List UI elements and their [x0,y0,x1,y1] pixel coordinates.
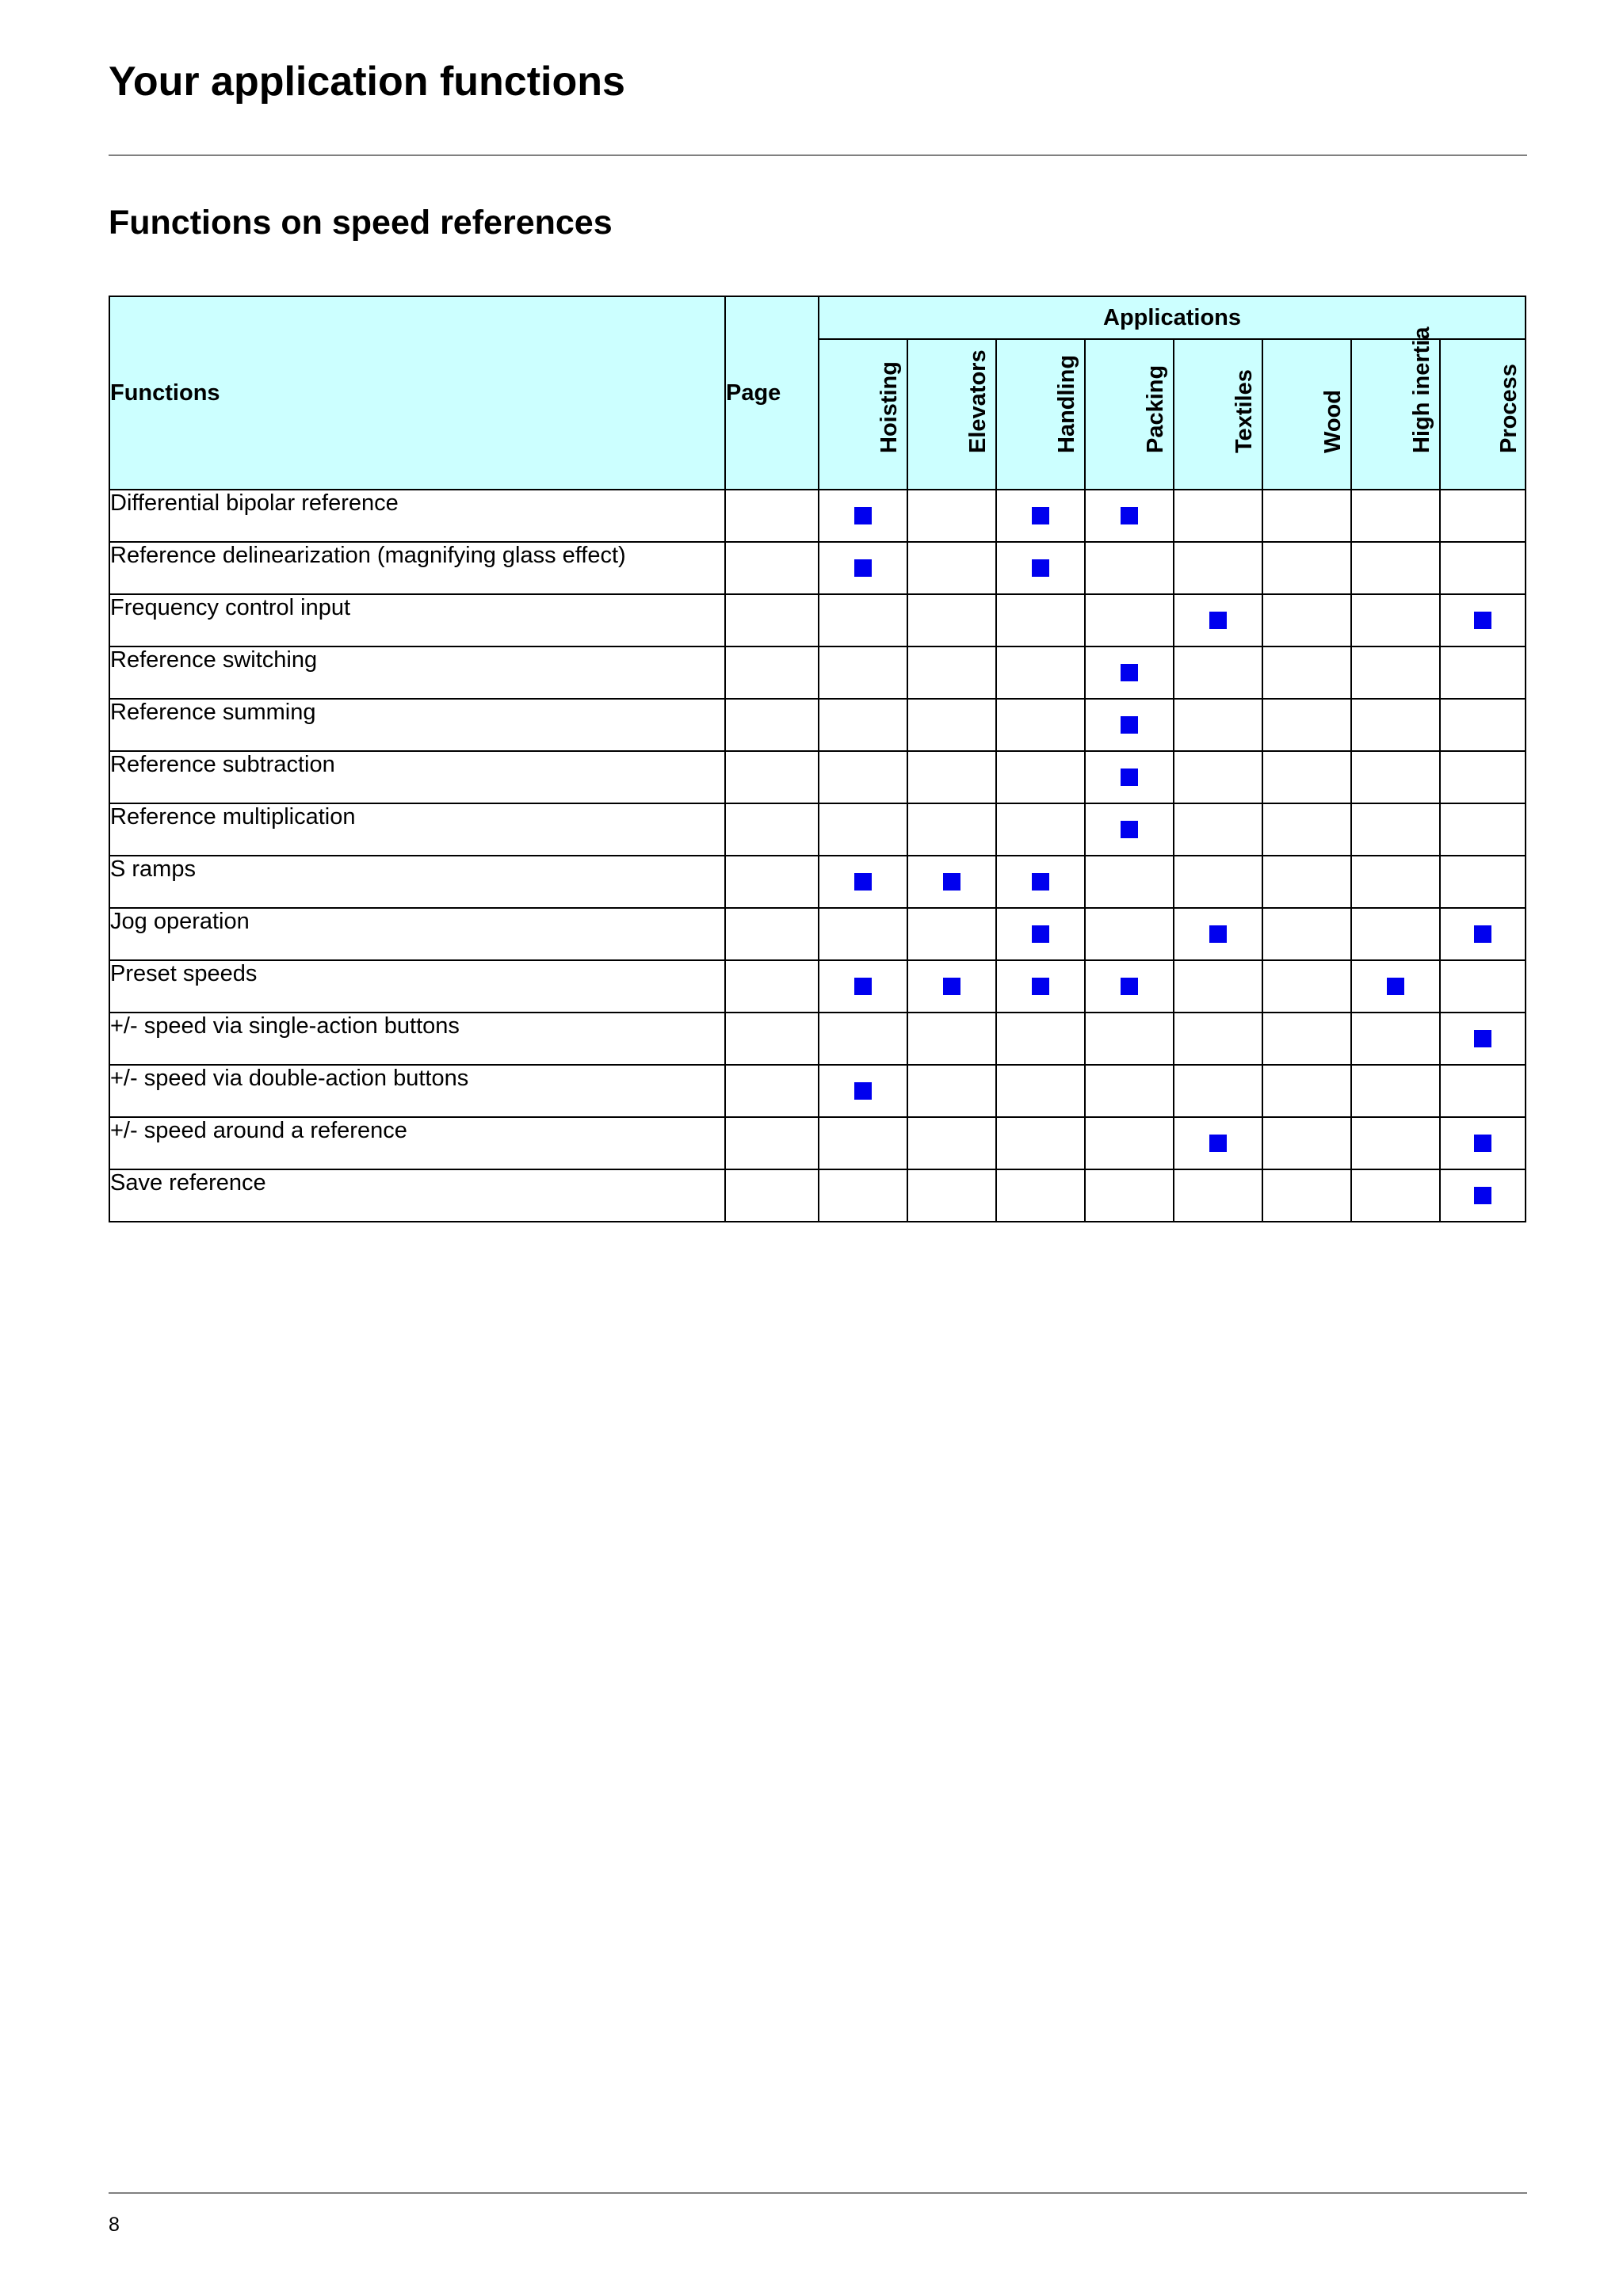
function-name: Reference switching [109,646,725,699]
mark-cell [1262,960,1351,1013]
mark-cell [819,490,907,542]
mark-cell [1262,803,1351,856]
mark-cell [1262,646,1351,699]
table-row [109,1013,1526,1065]
mark-cell [996,751,1085,803]
page-cell [725,1169,819,1222]
mark-cell [1174,1013,1262,1065]
mark-cell [1440,594,1526,646]
mark-cell [996,908,1085,960]
mark-cell [1262,594,1351,646]
page-cell [725,1065,819,1117]
mark-cell [1262,542,1351,594]
mark-cell [1174,1117,1262,1169]
page-cell [725,646,819,699]
header-app-label: High inertia [1409,326,1434,453]
mark-cell [1351,646,1440,699]
filled-square-icon [1121,978,1138,995]
header-app-label: Wood [1320,390,1346,453]
mark-cell [1262,1013,1351,1065]
filled-square-icon [1121,821,1138,838]
mark-cell [996,856,1085,908]
mark-cell [1351,960,1440,1013]
filled-square-icon [1387,978,1404,995]
mark-cell [1085,594,1174,646]
filled-square-icon [1209,925,1227,943]
mark-cell [996,542,1085,594]
mark-cell [996,1013,1085,1065]
mark-cell [819,1013,907,1065]
filled-square-icon [1032,507,1049,524]
mark-cell [819,908,907,960]
mark-cell [1351,1013,1440,1065]
mark-cell [819,1169,907,1222]
mark-cell [996,803,1085,856]
function-name: Reference subtraction [109,751,725,803]
filled-square-icon [1121,664,1138,681]
table-row [109,1065,1526,1117]
mark-cell [1174,490,1262,542]
filled-square-icon [854,1082,872,1100]
mark-cell [1085,1117,1174,1169]
mark-cell [1440,908,1526,960]
mark-cell [1262,751,1351,803]
mark-cell [1174,1169,1262,1222]
header-app-high-inertia [1351,326,1440,490]
function-name: Reference summing [109,699,725,751]
mark-cell [1262,1065,1351,1117]
header-app-hoisting [819,339,907,490]
mark-cell [1262,1117,1351,1169]
header-app-label: Hoisting [876,361,902,453]
header-app-handling [996,339,1085,490]
mark-cell [1174,699,1262,751]
mark-cell [996,1117,1085,1169]
mark-cell [1085,1065,1174,1117]
page-number: 8 [109,2214,120,2236]
mark-cell [907,490,996,542]
page-cell [725,490,819,542]
mark-cell [1351,908,1440,960]
mark-cell [1085,542,1174,594]
mark-cell [1174,1065,1262,1117]
filled-square-icon [1121,769,1138,786]
header-app-label: Packing [1143,364,1168,453]
mark-cell [1085,1169,1174,1222]
function-name: Reference multiplication [109,803,725,856]
mark-cell [996,1169,1085,1222]
mark-cell [1351,1169,1440,1222]
mark-cell [996,646,1085,699]
mark-cell [1262,908,1351,960]
footer-rule [109,2192,1527,2194]
table-row [109,1169,1526,1222]
mark-cell [1440,1013,1526,1065]
header-app-elevators [907,339,996,490]
mark-cell [1174,856,1262,908]
filled-square-icon [1474,925,1491,943]
filled-square-icon [1209,1135,1227,1152]
mark-cell [1351,751,1440,803]
mark-cell [1440,1065,1526,1117]
mark-cell [907,1117,996,1169]
table-row [109,1117,1526,1169]
function-name: +/- speed around a reference [109,1117,725,1169]
page-cell [725,542,819,594]
mark-cell [1174,542,1262,594]
mark-cell [1351,856,1440,908]
mark-cell [1351,1117,1440,1169]
header-app-process [1440,339,1526,490]
mark-cell [819,646,907,699]
mark-cell [1262,490,1351,542]
page-cell [725,908,819,960]
mark-cell [1174,803,1262,856]
mark-cell [1440,1169,1526,1222]
mark-cell [1085,960,1174,1013]
mark-cell [819,542,907,594]
filled-square-icon [1032,559,1049,577]
mark-cell [1085,856,1174,908]
mark-cell [819,1065,907,1117]
function-name: Save reference [109,1169,725,1222]
function-name: +/- speed via single-action buttons [109,1013,725,1065]
mark-cell [819,856,907,908]
filled-square-icon [1474,1030,1491,1047]
mark-cell [1351,490,1440,542]
mark-cell [1262,699,1351,751]
filled-square-icon [1032,873,1049,891]
mark-cell [819,1117,907,1169]
mark-cell [907,803,996,856]
function-name: Preset speeds [109,960,725,1013]
mark-cell [1440,490,1526,542]
filled-square-icon [1474,612,1491,629]
page-cell [725,751,819,803]
table-row [109,908,1526,960]
mark-cell [907,1013,996,1065]
filled-square-icon [1474,1187,1491,1204]
mark-cell [907,960,996,1013]
page-cell [725,1117,819,1169]
header-app-textiles [1174,339,1262,490]
mark-cell [1440,542,1526,594]
filled-square-icon [1032,925,1049,943]
functions-table [109,296,1526,1222]
mark-cell [1085,699,1174,751]
mark-cell [1440,1117,1526,1169]
mark-cell [1351,594,1440,646]
mark-cell [996,960,1085,1013]
mark-cell [1440,646,1526,699]
table-row [109,699,1526,751]
header-app-packing [1085,339,1174,490]
mark-cell [1085,803,1174,856]
table-row [109,542,1526,594]
page-cell [725,960,819,1013]
page-cell [725,699,819,751]
table-row [109,751,1526,803]
mark-cell [1174,594,1262,646]
mark-cell [1351,803,1440,856]
mark-cell [996,1065,1085,1117]
mark-cell [907,699,996,751]
section-title: Functions on speed references [109,204,613,242]
filled-square-icon [854,873,872,891]
header-applications: Applications [819,296,1526,339]
mark-cell [1085,751,1174,803]
filled-square-icon [943,978,960,995]
mark-cell [1440,803,1526,856]
mark-cell [907,1169,996,1222]
mark-cell [907,856,996,908]
mark-cell [1440,960,1526,1013]
mark-cell [1351,1065,1440,1117]
table-row [109,646,1526,699]
mark-cell [1440,856,1526,908]
header-app-label: Textiles [1232,369,1257,453]
table-row [109,856,1526,908]
function-name: S ramps [109,856,725,908]
filled-square-icon [1121,716,1138,734]
filled-square-icon [854,978,872,995]
mark-cell [1085,646,1174,699]
mark-cell [1262,856,1351,908]
mark-cell [1174,908,1262,960]
mark-cell [907,646,996,699]
mark-cell [1174,646,1262,699]
mark-cell [1351,699,1440,751]
header-functions: Functions [109,296,725,490]
table-row [109,594,1526,646]
table-row [109,960,1526,1013]
mark-cell [1440,751,1526,803]
table-row [109,803,1526,856]
header-app-label: Process [1496,364,1522,453]
filled-square-icon [1474,1135,1491,1152]
mark-cell [1085,490,1174,542]
mark-cell [996,594,1085,646]
mark-cell [819,594,907,646]
function-name: Reference delinearization (magnifying glass effect) [109,542,725,594]
function-name: Jog operation [109,908,725,960]
mark-cell [819,751,907,803]
mark-cell [819,699,907,751]
mark-cell [907,594,996,646]
header-app-wood [1262,339,1351,490]
page-cell [725,1013,819,1065]
filled-square-icon [1032,978,1049,995]
header-app-label: Handling [1054,354,1079,453]
filled-square-icon [1121,507,1138,524]
mark-cell [996,490,1085,542]
header-rule [109,154,1527,156]
mark-cell [819,960,907,1013]
mark-cell [1174,751,1262,803]
page-cell [725,803,819,856]
mark-cell [1440,699,1526,751]
mark-cell [1262,1169,1351,1222]
mark-cell [907,542,996,594]
filled-square-icon [943,873,960,891]
filled-square-icon [854,559,872,577]
mark-cell [1085,908,1174,960]
page-cell [725,594,819,646]
mark-cell [907,1065,996,1117]
filled-square-icon [854,507,872,524]
function-name: Differential bipolar reference [109,490,725,542]
header-app-label: Elevators [965,349,991,453]
function-name: +/- speed via double-action buttons [109,1065,725,1117]
page-title: Your application functions [109,59,625,105]
mark-cell [907,908,996,960]
mark-cell [1351,542,1440,594]
header-page: Page [725,296,819,490]
mark-cell [996,699,1085,751]
page-cell [725,856,819,908]
table-row [109,490,1526,542]
mark-cell [1085,1013,1174,1065]
mark-cell [819,803,907,856]
mark-cell [907,751,996,803]
filled-square-icon [1209,612,1227,629]
function-name: Frequency control input [109,594,725,646]
mark-cell [1174,960,1262,1013]
